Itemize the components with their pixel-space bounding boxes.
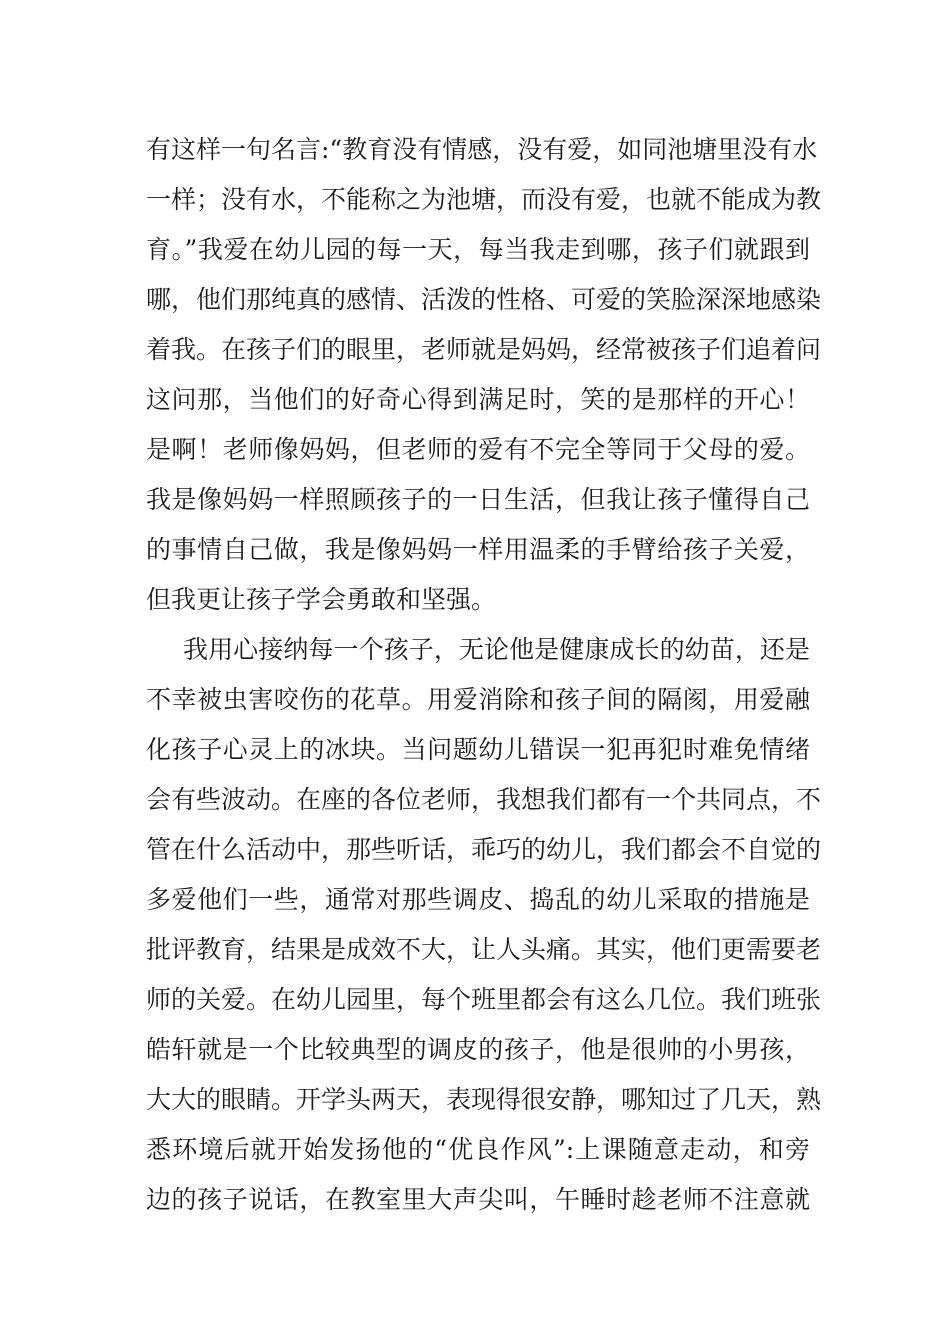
text-line: 是啊！老师像妈妈，但老师的爱有不完全等同于父母的爱。 <box>146 435 810 464</box>
text-line: 我是像妈妈一样照顾孩子的一日生活，但我让孩子懂得自己 <box>146 485 810 514</box>
text-line: 多爱他们一些，通常对那些调皮、捣乱的幼儿采取的措施是 <box>146 885 810 914</box>
text-line: 育。”我爱在幼儿园的每一天，每当我走到哪，孩子们就跟到 <box>146 235 810 264</box>
text-line: 管在什么活动中，那些听话，乖巧的幼儿，我们都会不自觉的 <box>146 835 822 864</box>
text-line: 有这样一句名言:“教育没有情感，没有爱，如同池塘里没有水 <box>146 135 818 164</box>
body-text <box>146 125 822 1225</box>
text-line: 边的孩子说话，在教室里大声尖叫，午睡时趁老师不注意就 <box>146 1185 810 1214</box>
text-line: 大大的眼睛。开学头两天，表现得很安静，哪知过了几天，熟 <box>146 1085 822 1114</box>
text-line: 会有些波动。在座的各位老师，我想我们都有一个共同点，不 <box>146 785 822 814</box>
text-line: 这问那，当他们的好奇心得到满足时，笑的是那样的开心！ <box>146 385 810 414</box>
text-line: 着我。在孩子们的眼里，老师就是妈妈，经常被孩子们追着问 <box>146 335 822 364</box>
text-line: 一样；没有水，不能称之为池塘，而没有爱，也就不能成为教 <box>146 185 822 214</box>
text-line: 化孩子心灵上的冰块。当问题幼儿错误一犯再犯时难免情绪 <box>146 735 810 764</box>
text-line: 的事情自己做，我是像妈妈一样用温柔的手臂给孩子关爱， <box>146 535 810 564</box>
text-line: 批评教育，结果是成效不大，让人头痛。其实，他们更需要老 <box>146 935 822 964</box>
text-line: 不幸被虫害咬伤的花草。用爱消除和孩子间的隔阂，用爱融 <box>146 685 810 714</box>
text-line: 皓轩就是一个比较典型的调皮的孩子，他是很帅的小男孩， <box>146 1035 810 1064</box>
text-line: 悉环境后就开始发扬他的“优良作风”:上课随意走动，和旁 <box>146 1135 810 1164</box>
paragraph-end-line: 但我更让孩子学会勇敢和坚强。 <box>146 585 497 614</box>
paragraph-start-line: 我用心接纳每一个孩子，无论他是健康成长的幼苗，还是 <box>183 635 810 664</box>
text-line: 哪，他们那纯真的感情、活泼的性格、可爱的笑脸深深地感染 <box>146 285 822 314</box>
text-line: 师的关爱。在幼儿园里，每个班里都会有这么几位。我们班张 <box>146 985 822 1014</box>
